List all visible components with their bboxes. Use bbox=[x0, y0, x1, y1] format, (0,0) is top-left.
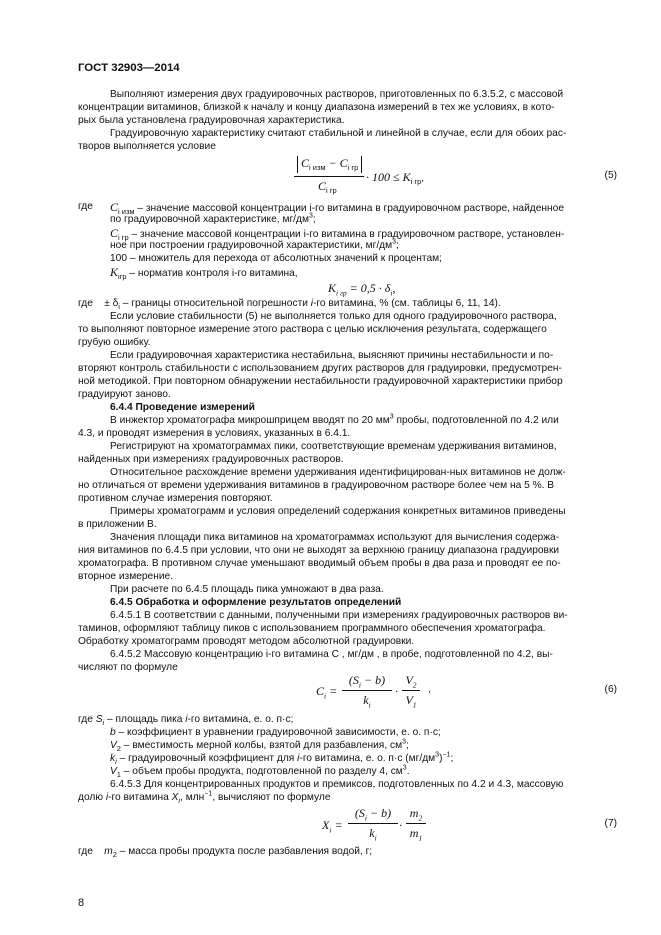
eq5-den: C bbox=[318, 179, 327, 193]
equation-number: (6) bbox=[604, 684, 617, 695]
text-line: Если условие стабильности (5) не выполняется только для одного градуировочного раствора, bbox=[110, 311, 557, 322]
definition-line: $V_2$ – вместимость мерной колбы, взятой для разбавления, $см^3$; bbox=[110, 738, 409, 754]
equation-number: (5) bbox=[604, 170, 617, 181]
equation-number: (7) bbox=[604, 818, 617, 829]
definition-line: b – коэффициент в уравнении градуировочной зависимости, е. о. п·с; bbox=[110, 727, 441, 738]
symbol-sub: i bbox=[118, 302, 120, 312]
symbol-sub: i изм bbox=[118, 207, 135, 217]
text-line: Примеры хроматограмм и условия определений содержания конкретных витаминов приведены bbox=[110, 506, 566, 517]
text-line: Градуировочную характеристику считают стабильной и линейной в случае, если для обоих рас- bbox=[110, 128, 567, 139]
eq5-c: C bbox=[301, 156, 310, 170]
dot: · bbox=[395, 684, 398, 698]
text-line: хроматографа. В противном случае уменьшают вводимый объем пробы в два раза и проводят ее по- bbox=[78, 558, 561, 569]
text-line: ной методикой. При повторном обнаружении нестабильности градуировочной характеристики прибор bbox=[78, 376, 563, 387]
text-line: Регистрируют на хроматограммах пики, соответствующие временам удерживания витаминов, bbox=[110, 441, 557, 452]
text-line: грубую ошибку. bbox=[78, 337, 151, 348]
text-line: рых была установлена градуировочная характеристика. bbox=[78, 115, 345, 126]
eq7-lhs: $X_i$ = bbox=[322, 818, 343, 835]
eq7-num: $(S_i - b)$ bbox=[354, 806, 392, 823]
definition-text: по градуировочной характеристике, мг/дм bbox=[110, 214, 309, 225]
eq6-den2: $V_1$ bbox=[405, 693, 417, 710]
eq6-lhs: $C_i$ = bbox=[316, 684, 338, 701]
symbol: C bbox=[110, 226, 119, 240]
text-line: В инжектор хроматографа микрошприцем вводят по 20 $мм^3$ пробы, подготовленной по 4.2 или bbox=[110, 413, 559, 426]
eq7-den: $k_i$ bbox=[369, 826, 377, 843]
text-line: концентрации витаминов, близкой к началу и концу диапазона измерений в тех же условиях, в кото- bbox=[78, 102, 555, 113]
eq6-num2: $V_2$ bbox=[405, 673, 417, 690]
eqk-sub: i bbox=[390, 288, 393, 298]
fraction-bar bbox=[348, 823, 398, 824]
section-heading: 6.4.5 Обработка и оформление результатов определений bbox=[110, 597, 402, 608]
text-line: ния витаминов по 6.4.5 при условии, что они не выходят за верхнюю границу диапазона градуировки bbox=[78, 545, 560, 556]
where-line: где $m_2$ – масса пробы продукта после разбавления водой, г; bbox=[78, 846, 373, 860]
definition-line: $k_i$ – градуировочный коэффициент для i-го витамина, е. о. п·с $(мг/дм^3)^{-1}$; bbox=[110, 751, 454, 767]
text-line: долю i-го витамина $X_i$, млн$^{-1}$, вычисляют по формуле bbox=[78, 790, 331, 806]
where-line: где ± $\delta_i$ – границы относительной погрешности i-го витамина, % (см. таблицы 6, 11, 14). bbox=[78, 298, 501, 312]
where-label: где bbox=[78, 201, 93, 212]
symbol: K bbox=[110, 265, 119, 279]
definition-line bbox=[110, 227, 564, 241]
page-number: 8 bbox=[78, 897, 85, 909]
eq5-sub: i гр bbox=[410, 177, 422, 187]
text-line: но отличаться от времени удерживания витаминов в градуировочном растворе более чем на 5 %. В bbox=[78, 480, 555, 491]
definition-text: – значение массовой концентрации i-го витамина в градуировочном растворе, установлен- bbox=[128, 229, 565, 240]
text-span: пробы, подготовленной по 4.2 или bbox=[393, 415, 559, 426]
eqk-sub: i гр bbox=[336, 288, 347, 298]
text-span: В инжектор хроматографа микрошприцем вводят по 20 мм bbox=[110, 415, 390, 426]
text-line: числяют по формуле bbox=[78, 662, 178, 673]
text-line: 6.4.5.1 В соответствии с данными, полученными при измерениях градуировочных растворов ви- bbox=[110, 610, 568, 621]
text-line: творов выполняется условие bbox=[78, 141, 216, 152]
section-heading: 6.4.4 Проведение измерений bbox=[110, 402, 255, 413]
text-line: в приложении В. bbox=[78, 519, 157, 530]
definition-text: – норматив контроля i-го витамина, bbox=[126, 268, 298, 279]
fraction-bar bbox=[406, 823, 426, 824]
definition-line: $V_1$ – объем пробы продукта, подготовленной по разделу 4, $см^3$. bbox=[110, 764, 410, 780]
text-line: Если градуировочная характеристика нестабильна, выясняют причины нестабильности и по- bbox=[110, 350, 554, 361]
definition-line: ное при построении градуировочной характеристики, $мг/дм^3$; bbox=[110, 238, 399, 251]
eq5-sub: i изм bbox=[309, 163, 326, 173]
eq7-den2: $m_1$ bbox=[409, 826, 423, 843]
definition-line bbox=[110, 201, 564, 215]
equation-k: $K_{i гр} = 0,5 \cdot \delta_i$, bbox=[328, 281, 396, 298]
text-line: Выполняют измерения двух градуировочных растворов, приготовленных по 6.3.5.2, с массовой bbox=[110, 89, 564, 100]
text-line: 6.4.5.3 Для концентрированных продуктов и премиксов, подготовленных по 4.2 и 4.3, массовую bbox=[110, 779, 564, 790]
fraction-bar bbox=[342, 690, 392, 691]
text-line: противном случае измерения повторяют. bbox=[78, 493, 273, 504]
document-header: ГОСТ 32903—2014 bbox=[78, 62, 180, 74]
definition-line: по градуировочной характеристике, $мг/дм^3$; bbox=[110, 212, 316, 225]
text-line: Относительное расхождение времени удерживания идентифицирован-ных витаминов не долж- bbox=[110, 467, 566, 478]
text-line: вторяют контроль стабильности с использованием других растворов для градуировки, предусмотрен- bbox=[78, 363, 562, 374]
fraction-bar bbox=[294, 176, 364, 177]
definition-text: – значение массовой концентрации i-го витамина в градуировочном растворе, найденное bbox=[134, 203, 564, 214]
text-line: найденных при измерениях градуировочных растворов. bbox=[78, 454, 344, 465]
eq5-minus: − C bbox=[325, 156, 348, 170]
symbol-sub: iгр bbox=[118, 272, 127, 282]
symbol: C bbox=[110, 200, 119, 214]
definition-line: 100 – множитель для перехода от абсолютных значений к процентам; bbox=[110, 253, 442, 264]
eq6-den: $k_i$ bbox=[363, 693, 371, 710]
where-line: где $S_i$ – площадь пика i-го витамина, е. о. п·с; bbox=[78, 714, 294, 728]
eq5-comma: , bbox=[421, 173, 425, 184]
fraction-bar bbox=[402, 690, 420, 691]
eq5-rest: · 100 ≤ K bbox=[366, 170, 411, 184]
text-line: 6.4.5.2 Массовую концентрацию i-го витамина C , мг/дм , в пробе, подготовленной по 4.2, вы- bbox=[110, 649, 553, 660]
eq6-num: $(S_i - b)$ bbox=[348, 673, 386, 690]
definition-line bbox=[110, 266, 298, 280]
text-line: то выполняют повторное измерение этого раствора с целью исключения результата, содержащего bbox=[78, 324, 547, 335]
text-line: таминов, оформляют таблицу пиков с использованием программного обеспечения хроматографа. bbox=[78, 623, 546, 634]
eq5-sub: i гр bbox=[347, 163, 359, 173]
text-line: При расчете по 6.4.5 площадь пика умножают в два раза. bbox=[110, 584, 384, 595]
text-line: вторное измерение. bbox=[78, 571, 174, 582]
text-line: градуируют заново. bbox=[78, 389, 171, 400]
text-line: Обработку хроматограмм проводят методом абсолютной градуировки. bbox=[78, 636, 415, 647]
dot: · bbox=[399, 818, 402, 832]
eq7-num2: $m_2$ bbox=[409, 806, 423, 823]
definition-text: ное при построении градуировочной характеристики, мг/дм bbox=[110, 240, 393, 251]
symbol-sub: i гр bbox=[118, 233, 129, 243]
eq5-sub: i гр bbox=[326, 186, 337, 196]
text-line: 4.3, и проводят измерения в условиях, указанных в 6.4.1. bbox=[78, 428, 351, 439]
text-line: Значения площади пика витаминов на хроматограммах используют для вычисления содержа- bbox=[110, 532, 560, 543]
eq6-comma: , bbox=[428, 684, 431, 695]
